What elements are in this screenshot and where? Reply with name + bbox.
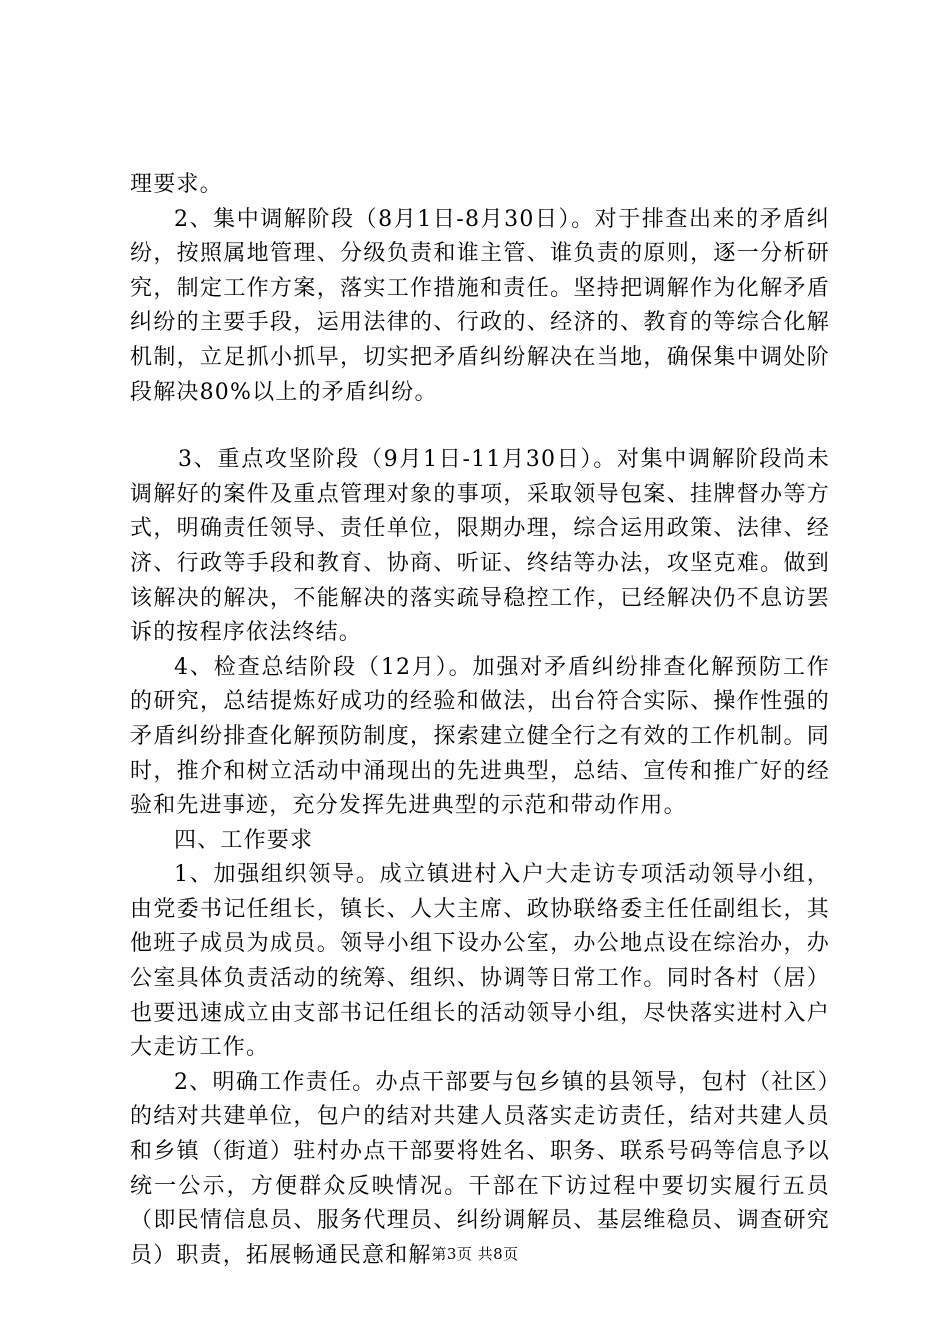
document-body: [130, 168, 830, 1273]
paragraph-stage-4: 4、检查总结阶段（12月）。加强对矛盾纠纷排查化解预防工作的研究，总结提炼好成功的经验和做法，出台符合实际、操作性强的矛盾纠纷排查化解预防制度，探索建立健全行之有效的工作机制。同时，推介和树立活动中涌现出的先进典型，总结、宣传和推广好的经验和先进事迹，充分发挥先进典型的示范和带动作用。: [130, 654, 830, 819]
paragraph-continuation: 理要求。: [130, 172, 223, 197]
paragraph-requirement-1: 1、加强组织领导。成立镇进村入户大走访专项活动领导小组，由党委书记任组长，镇长、人大主席、政协联络委主任任副组长，其他班子成员为成员。领导小组下设办公室，办公地点设在综治办，办公室具体负责活动的统筹、组织、协调等日常工作。同时各村（居）也要迅速成立由支部书记任组长的活动领导小组，尽快落实进村入户大走访工作。: [130, 862, 830, 1061]
page-footer: [0, 1243, 950, 1264]
section-heading-work-requirements: 四、工作要求: [174, 827, 314, 853]
page-number-label: 第3页 共8页: [431, 1245, 519, 1263]
paragraph-requirement-2: 2、明确工作责任。办点干部要与包乡镇的县领导，包村（社区）的结对共建单位，包户的结对共建人员落实走访责任，结对共建人员和乡镇（街道）驻村办点干部要将姓名、职务、联系号码等信息予以统一公示，方便群众反映情况。干部在下访过程中要切实履行五员（即民情信息员、服务代理员、纠纷调解员、基层维稳员、调查研究员）职责，拓展畅通民意和解: [130, 1069, 830, 1268]
paragraph-stage-2: 2、集中调解阶段（8月1日-8月30日）。对于排查出来的矛盾纠纷，按照属地管理、分级负责和谁主管、谁负责的原则，逐一分析研究，制定工作方案，落实工作措施和责任。坚持把调解作为化解矛盾纠纷的主要手段，运用法律的、行政的、经济的、教育的等综合化解机制，立足抓小抓早，切实把矛盾纠纷解决在当地，确保集中调处阶段解决80%以上的矛盾纠纷。: [130, 206, 830, 405]
paragraph-stage-3: 3、重点攻坚阶段（9月1日-11月30日）。对集中调解阶段尚未调解好的案件及重点管理对象的事项，采取领导包案、挂牌督办等方式，明确责任领导、责任单位，限期办理，综合运用政策、法律、经济、行政等手段和教育、协商、听证、终结等办法，攻坚克难。做到该解决的解决，不能解决的落实疏导稳控工作，已经解决仍不息访罢诉的按程序依法终结。: [130, 447, 830, 646]
